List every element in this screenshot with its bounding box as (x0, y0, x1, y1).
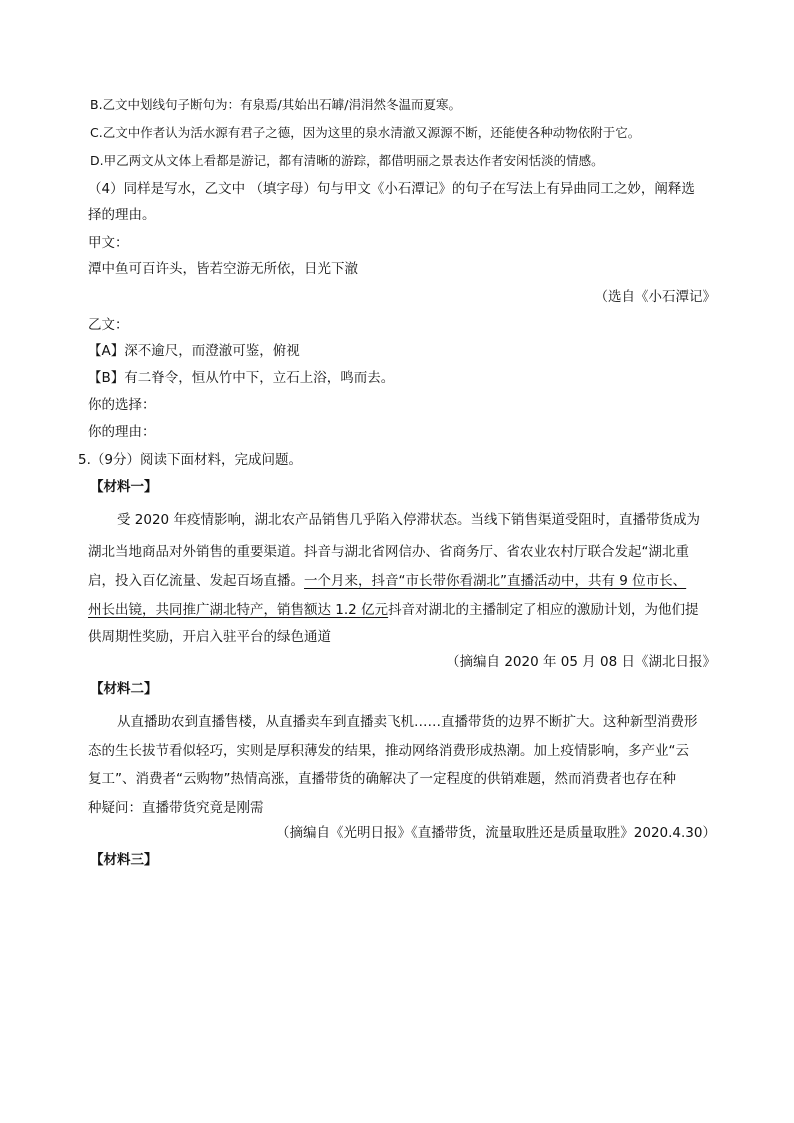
material-2-line2: 态的生长拔节看似轻巧，实则是厚积薄发的结果，推动网络消费形成热潮。加上疫情影响，多产业“云 (88, 743, 689, 759)
yi-label: 乙文： (88, 317, 129, 333)
material-1-line3-plain: 启，投入百亿流量、发起百场直播。 (88, 573, 304, 589)
jia-label: 甲文： (88, 235, 129, 251)
material-1-line1: 受 2020 年疫情影响，湖北农产品销售几乎陷入停滞状态。当线下销售渠道受阻时，直播带货成为 (117, 512, 700, 528)
option-d: D.甲乙两文从文体上看都是游记，都有清晰的游踪，都借明丽之景表达作者安闲恬淡的情感。 (90, 153, 604, 168)
option-c: C.乙文中作者认为活水源有君子之德，因为这里的泉水清澈又源源不断，还能使各种动物依附于它。 (90, 125, 641, 140)
material-1-line3 (88, 572, 686, 590)
yi-a: 【A】深不逾尺，而澄澈可鉴，俯视 (88, 343, 300, 359)
material-1-source: （摘编自 2020 年 05 月 08 日《湖北日报》 (446, 654, 716, 670)
material-1-line4 (88, 601, 699, 619)
option-b: B.乙文中划线句子断句为：有泉焉/其始出石罅/涓涓然冬温而夏寒。 (90, 97, 461, 112)
material-1-title: 【材料一】 (90, 479, 158, 495)
q4-4-prompt-line1: （4）同样是写水，乙文中 （填字母）句与甲文《小石潭记》的句子在写法上有异曲同工之妙，阐释选 (88, 181, 695, 197)
material-1-underlined-part1: 一个月来，抖音“市长带你看湖北”直播活动中，共有 9 位市长、 (304, 573, 687, 589)
material-2-title: 【材料二】 (90, 681, 158, 697)
material-1-line2: 湖北当地商品对外销售的重要渠道。抖音与湖北省网信办、省商务厅、省农业农村厅联合发起“湖北重 (88, 544, 689, 560)
material-2-line1: 从直播助农到直播售楼，从直播卖车到直播卖飞机……直播带货的边界不断扩大。这种新型消费形 (117, 714, 698, 730)
q4-4-prompt-line2: 择的理由。 (88, 207, 156, 223)
choice-label: 你的选择： (88, 397, 156, 413)
yi-b: 【B】有二脊令，恒从竹中下，立石上浴，鸣而去。 (88, 370, 395, 386)
material-3-title: 【材料三】 (90, 852, 158, 868)
jia-text: 潭中鱼可百许头，皆若空游无所依，日光下澈 (88, 261, 358, 277)
material-2-line4: 种疑问：直播带货究竟是刚需 (88, 800, 264, 816)
material-2-line3: 复工”、消费者“云购物”热情高涨，直播带货的确解决了一定程度的供销难题，然而消费者也存在种 (88, 771, 676, 787)
material-1-line5: 供周期性奖励，开启入驻平台的绿色通道 (88, 629, 331, 645)
material-1-line4-plain: 抖音对湖北的主播制定了相应的激励计划，为他们提 (388, 602, 699, 618)
material-2-source: （摘编自《光明日报》《直播带货，流量取胜还是质量取胜》2020.4.30） (276, 825, 716, 841)
question-5-header: 5.（9分）阅读下面材料，完成问题。 (78, 452, 302, 468)
jia-source: （选自《小石潭记》 (594, 289, 716, 305)
material-1-underlined-part2: 州长出镜，共同推广湖北特产，销售额达 1.2 亿元 (88, 602, 389, 618)
reason-label: 你的理由： (88, 424, 156, 440)
